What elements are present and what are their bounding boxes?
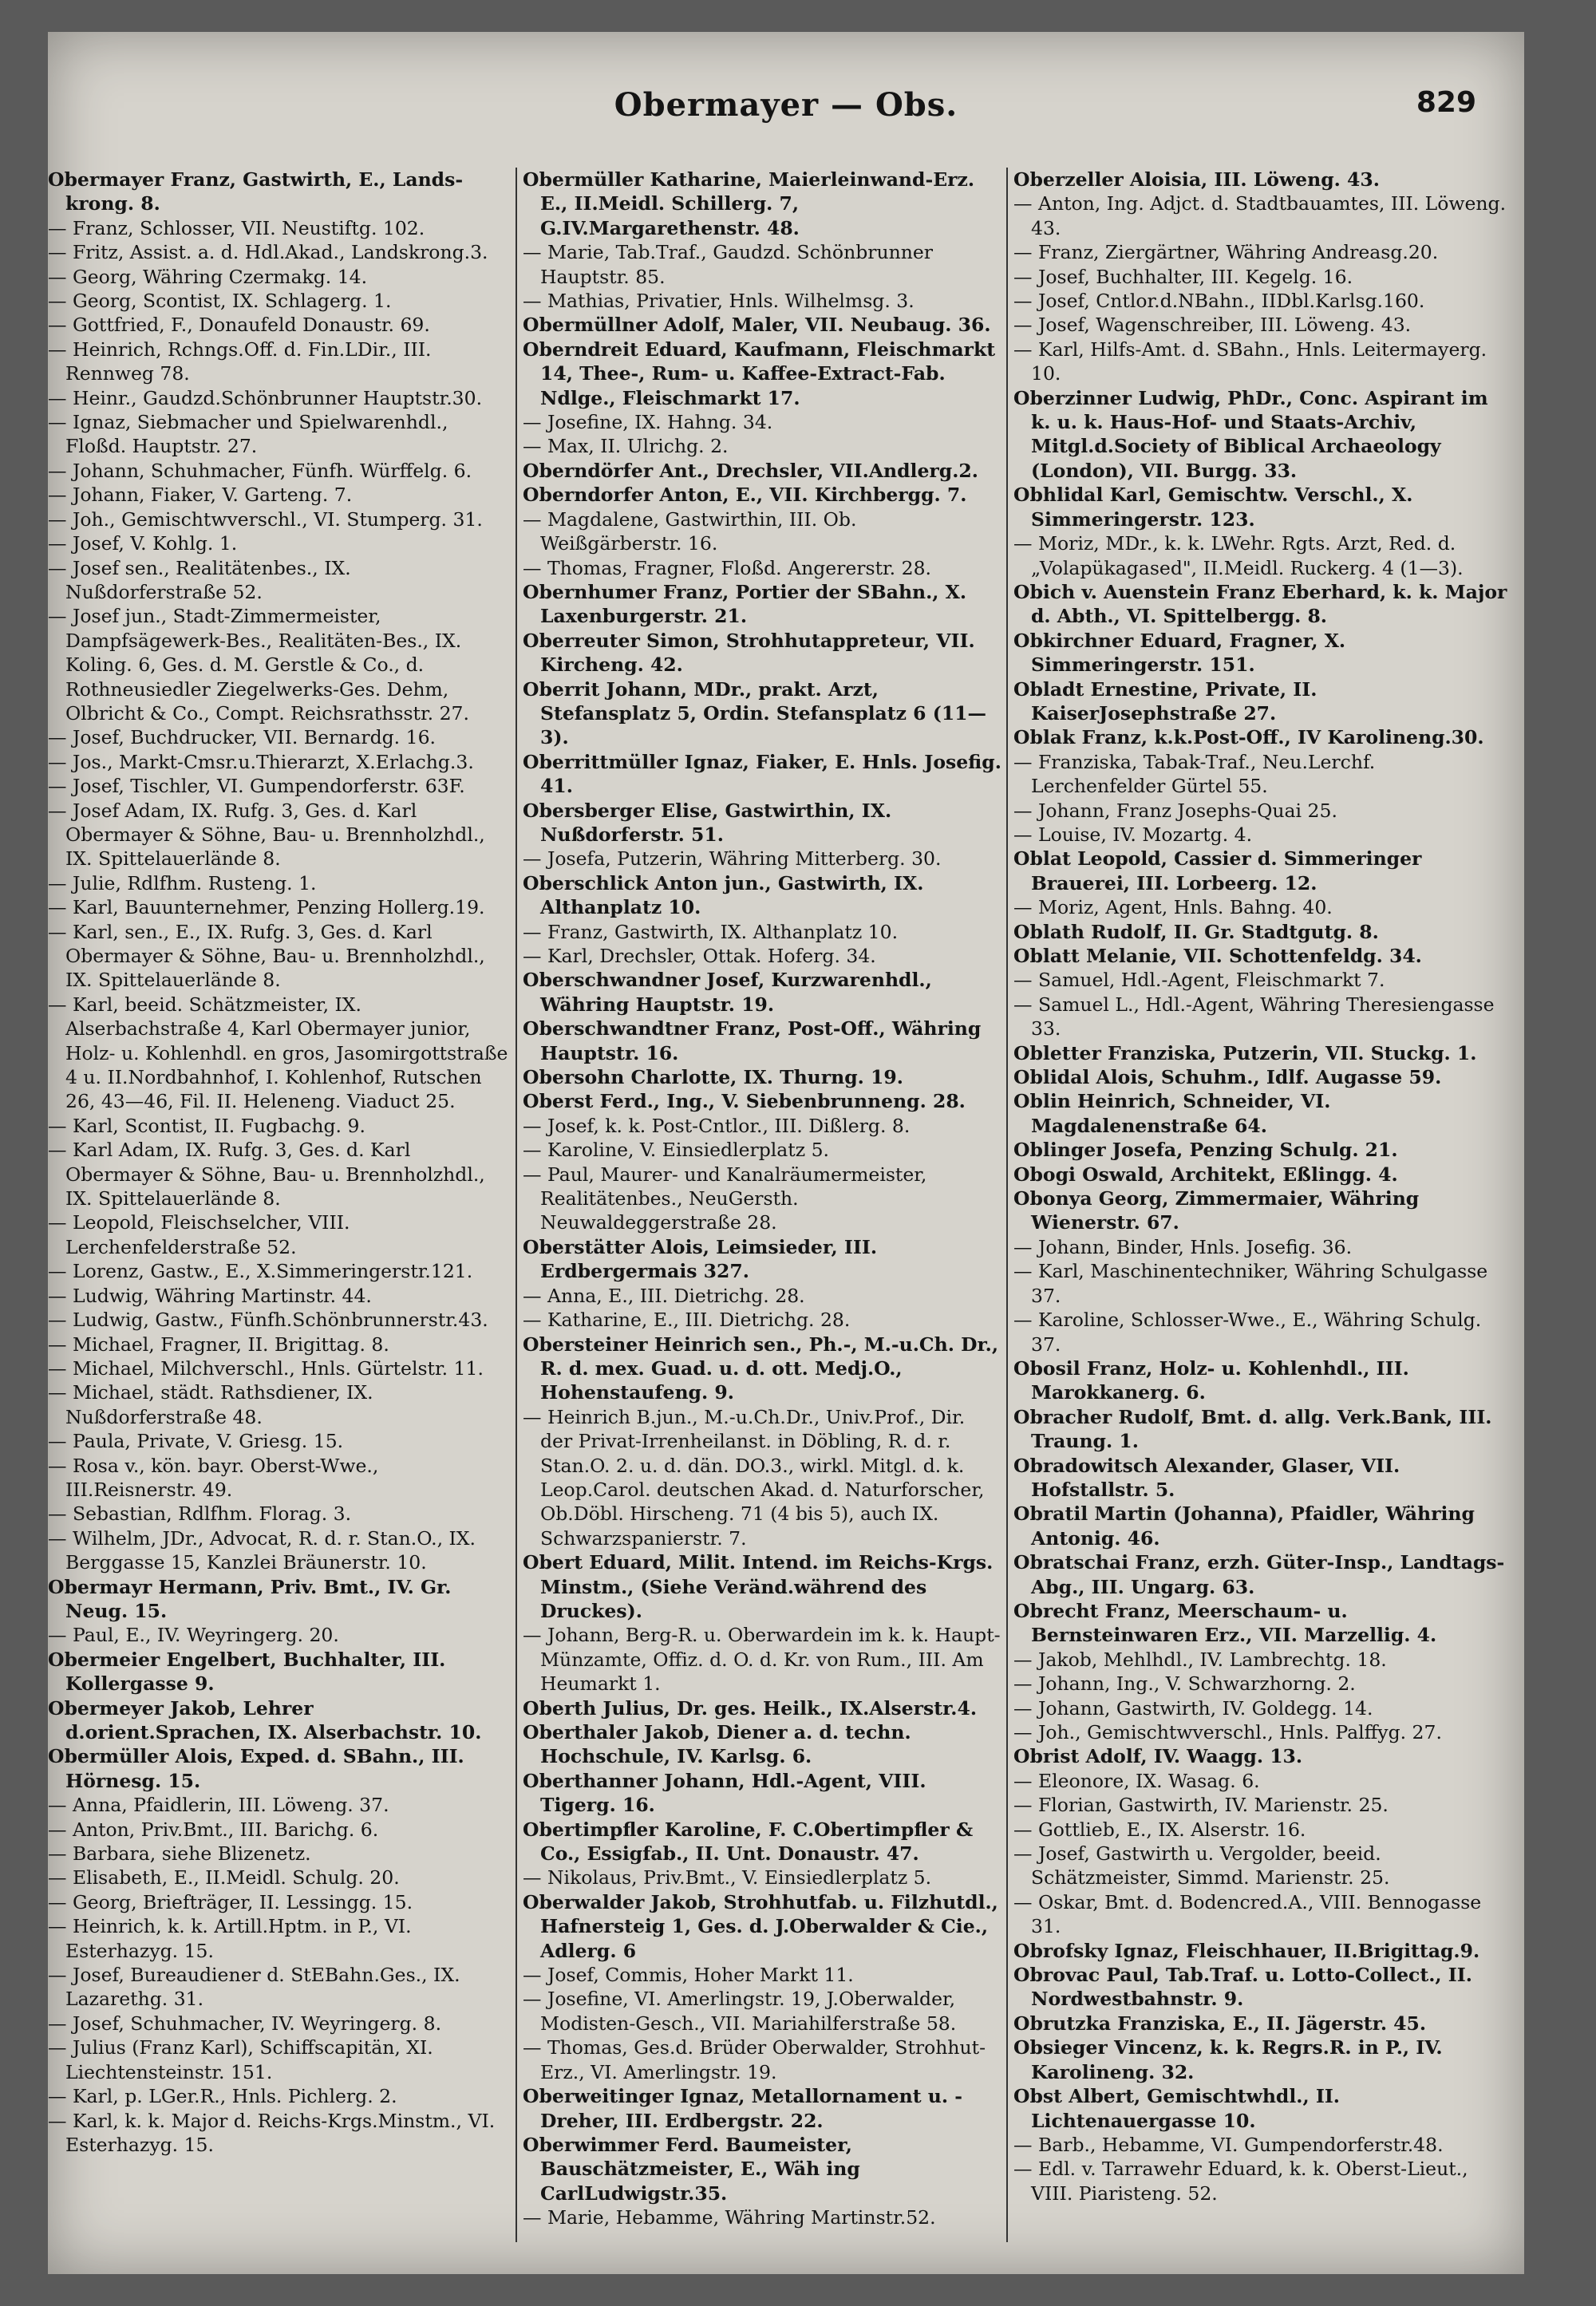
directory-entry: Oberwalder Jakob, Strohhutfab. u. Filzhutdl., Hafnersteig 1, Ges. d. J.Oberwalder & Cie., Adlerg. 6 bbox=[523, 1890, 998, 1962]
directory-entry: — Barbara, siehe Blizenetz. bbox=[48, 1842, 311, 1866]
directory-entry: Oberstätter Alois, Leimsieder, III. Erdbergermais 327. bbox=[523, 1235, 878, 1283]
directory-entry: — Paul, Maurer- und Kanalräumermeister, Realitätenbes., NeuGersth. Neuwaldeggerstraße 28. bbox=[523, 1163, 927, 1234]
directory-entry: — Julie, Rdlfhm. Rusteng. 1. bbox=[48, 871, 317, 894]
directory-entry: — Franz, Ziergärtner, Währing Andreasg.20. bbox=[1013, 241, 1439, 264]
directory-entry: Oblath Rudolf, II. Gr. Stadtgutg. 8. bbox=[1013, 920, 1379, 943]
directory-entry: — Josef, V. Kohlg. 1. bbox=[48, 532, 238, 555]
directory-entry: — Fritz, Assist. a. d. Hdl.Akad., Landskrong.3. bbox=[48, 241, 488, 264]
directory-entry: — Johann, Gastwirth, IV. Goldegg. 14. bbox=[1013, 1696, 1373, 1720]
directory-entry: Oberrit Johann, MDr., prakt. Arzt, Stefansplatz 5, Ordin. Stefansplatz 6 (11—3). bbox=[523, 677, 987, 749]
directory-entry: Oblinger Josefa, Penzing Schulg. 21. bbox=[1013, 1139, 1398, 1162]
directory-entry: — Karl, beeid. Schätzmeister, IX. Alserbachstraße 4, Karl Obermayer junior, Holz- u. Kohlenhdl. en gros, Jasomirgottstraße 4 u. II.Nordbahnhof, I. Kohlenhof, Rutschen 26, 43—46, Fil. II. Heleneng. Viaduct 25. bbox=[48, 993, 508, 1113]
directory-entry: — Edl. v. Tarrawehr Eduard, k. k. Oberst-Lieut., VIII. Piaristeng. 52. bbox=[1013, 2158, 1468, 2205]
directory-entry: Oberthanner Johann, Hdl.-Agent, VIII. Tigerg. 16. bbox=[523, 1769, 926, 1817]
directory-entry: — Heinrich, Rchngs.Off. d. Fin.LDir., III. Rennweg 78. bbox=[48, 338, 432, 385]
directory-entry: — Josef, Commis, Hoher Markt 11. bbox=[523, 1964, 854, 1987]
directory-entry: Obrovac Paul, Tab.Traf. u. Lotto-Collect., II. Nordwestbahnstr. 9. bbox=[1013, 1964, 1472, 2011]
directory-entry: Oberweitinger Ignaz, Metallornament u. -Dreher, III. Erdbergstr. 22. bbox=[523, 2085, 963, 2132]
directory-entry: — Josefine, VI. Amerlingstr. 19, J.Oberwalder, Modisten-Gesch., VII. Mariahilferstraße 58. bbox=[523, 1988, 957, 2035]
directory-entry: — Leopold, Fleischselcher, VIII. Lerchenfelderstraße 52. bbox=[48, 1211, 350, 1258]
directory-entry: Obersohn Charlotte, IX. Thurng. 19. bbox=[523, 1066, 903, 1089]
page-title: Obermayer — Obs. bbox=[614, 86, 958, 124]
directory-entry: — Samuel, Hdl.-Agent, Fleischmarkt 7. bbox=[1013, 969, 1385, 992]
directory-entry: — Marie, Hebamme, Währing Martinstr.52. bbox=[523, 2206, 936, 2229]
directory-entry: — Elisabeth, E., II.Meidl. Schulg. 20. bbox=[48, 1866, 400, 1889]
column-divider bbox=[1006, 168, 1008, 2242]
directory-entry: Oberrittmüller Ignaz, Fiaker, E. Hnls. Josefig. 41. bbox=[523, 750, 1001, 798]
directory-entry: Obst Albert, Gemischtwhdl., II. Lichtenauergasse 10. bbox=[1013, 2085, 1340, 2132]
directory-entry: — Karl, Drechsler, Ottak. Hoferg. 34. bbox=[523, 945, 876, 967]
page-number: 829 bbox=[1416, 86, 1476, 119]
directory-entry: — Georg, Briefträger, II. Lessingg. 15. bbox=[48, 1890, 413, 1913]
directory-entry: — Josef, Buchhalter, III. Kegelg. 16. bbox=[1013, 265, 1353, 288]
directory-entry: Obrutzka Franziska, E., II. Jägerstr. 45. bbox=[1013, 2012, 1427, 2035]
directory-entry: — Josef, Tischler, VI. Gumpendorferstr. 63F. bbox=[48, 775, 465, 798]
column-1 bbox=[48, 168, 511, 2242]
directory-entry: — Johann, Berg-R. u. Oberwardein im k. k. Haupt-Münzamte, Offiz. d. O. d. Kr. von Rum., III. Am Heumarkt 1. bbox=[523, 1624, 1001, 1696]
directory-entry: — Louise, IV. Mozartg. 4. bbox=[1013, 823, 1253, 846]
directory-entry: — Michael, Milchverschl., Hnls. Gürtelstr. 11. bbox=[48, 1356, 484, 1380]
directory-entry: — Eleonore, IX. Wasag. 6. bbox=[1013, 1769, 1260, 1792]
directory-entry: — Thomas, Fragner, Floßd. Angererstr. 28. bbox=[523, 556, 931, 579]
directory-entry: — Magdalene, Gastwirthin, III. Ob. Weißgärberstr. 16. bbox=[523, 507, 857, 555]
directory-entry: Oberzinner Ludwig, PhDr., Conc. Aspirant im k. u. k. Haus-Hof- und Staats-Archiv, Mitgl.d.Society of Biblical Archaeology (London), VII. Burgg. 33. bbox=[1013, 386, 1488, 482]
directory-entry: — Karl, Bauunternehmer, Penzing Hollerg.19. bbox=[48, 896, 485, 919]
directory-entry: Obletter Franziska, Putzerin, VII. Stuckg. 1. bbox=[1013, 1041, 1477, 1064]
directory-entry: — Josefine, IX. Hahng. 34. bbox=[523, 411, 773, 434]
column-2 bbox=[523, 168, 1001, 2242]
directory-entry: Obertimpfler Karoline, F. C.Obertimpfler & Co., Essigfab., II. Unt. Donaustr. 47. bbox=[523, 1818, 974, 1866]
directory-entry: Obkirchner Eduard, Fragner, X. Simmeringerstr. 151. bbox=[1013, 629, 1346, 677]
directory-entry: Oblatt Melanie, VII. Schottenfeldg. 34. bbox=[1013, 945, 1422, 967]
directory-entry: Obosil Franz, Holz- u. Kohlenhdl., III. Marokkanerg. 6. bbox=[1013, 1356, 1409, 1404]
page-header bbox=[48, 86, 1524, 142]
directory-entry: Oblak Franz, k.k.Post-Off., IV Karolineng.30. bbox=[1013, 726, 1484, 749]
directory-entry: Oberschlick Anton jun., Gastwirth, IX. Althanplatz 10. bbox=[523, 871, 924, 919]
directory-entry: Obrofsky Ignaz, Fleischhauer, II.Brigittag.9. bbox=[1013, 1939, 1480, 1962]
directory-entry: Obermeier Engelbert, Buchhalter, III. Kollergasse 9. bbox=[48, 1648, 446, 1696]
directory-entry: Oberndorfer Anton, E., VII. Kirchbergg. 7. bbox=[523, 484, 967, 507]
directory-entry: — Rosa v., kön. bayr. Oberst-Wwe., III.Reisnerstr. 49. bbox=[48, 1454, 379, 1501]
directory-entry: — Sebastian, Rdlfhm. Florag. 3. bbox=[48, 1502, 352, 1526]
directory-entry: Oberndörfer Ant., Drechsler, VII.Andlerg.2. bbox=[523, 459, 978, 482]
directory-entry: — Michael, städt. Rathsdiener, IX. Nußdorferstraße 48. bbox=[48, 1381, 373, 1428]
directory-entry: — Anna, Pfaidlerin, III. Löweng. 37. bbox=[48, 1794, 389, 1817]
directory-entry: — Moriz, Agent, Hnls. Bahng. 40. bbox=[1013, 896, 1333, 919]
directory-entry: — Karl, p. LGer.R., Hnls. Pichlerg. 2. bbox=[48, 2085, 397, 2108]
directory-entry: Oberndreit Eduard, Kaufmann, Fleischmarkt 14, Thee-, Rum- u. Kaffee-Extract-Fab. Ndlge., Fleischmarkt 17. bbox=[523, 338, 996, 409]
directory-entry: — Moriz, MDr., k. k. LWehr. Rgts. Arzt, Red. d. „Volapükagased", II.Meidl. Ruckerg. 4 (1—3). bbox=[1013, 532, 1464, 579]
directory-entry: — Franziska, Tabak-Traf., Neu.Lerchf. Lerchenfelder Gürtel 55. bbox=[1013, 750, 1376, 798]
directory-entry: Obogi Oswald, Architekt, Eßlingg. 4. bbox=[1013, 1163, 1398, 1186]
directory-entry: — Heinr., Gaudzd.Schönbrunner Hauptstr.30. bbox=[48, 386, 483, 409]
directory-entry: Obermeyer Jakob, Lehrer d.orient.Sprachen, IX. Alserbachstr. 10. bbox=[48, 1696, 482, 1743]
directory-entry: Obracher Rudolf, Bmt. d. allg. Verk.Bank, III. Traung. 1. bbox=[1013, 1405, 1492, 1453]
directory-entry: — Georg, Währing Czermakg. 14. bbox=[48, 265, 368, 288]
directory-entry: Oblidal Alois, Schuhm., Idlf. Augasse 59. bbox=[1013, 1066, 1442, 1089]
directory-entry: — Josef Adam, IX. Rufg. 3, Ges. d. Karl Obermayer & Söhne, Bau- u. Brennholzhdl., IX. Spittelauerlände 8. bbox=[48, 799, 485, 871]
directory-entry: Obich v. Auenstein Franz Eberhard, k. k. Major d. Abth., VI. Spittelbergg. 8. bbox=[1013, 580, 1507, 628]
directory-entry: Obradowitsch Alexander, Glaser, VII. Hofstallstr. 5. bbox=[1013, 1454, 1400, 1501]
directory-entry: — Josefa, Putzerin, Währing Mitterberg. 30. bbox=[523, 847, 942, 871]
directory-entry: Oberschwandner Josef, Kurzwarenhdl., Währing Hauptstr. 19. bbox=[523, 969, 932, 1016]
directory-entry: — Samuel L., Hdl.-Agent, Währing Theresiengasse 33. bbox=[1013, 993, 1495, 1040]
directory-entry: Obsieger Vincenz, k. k. Regrs.R. in P., IV. Karolineng. 32. bbox=[1013, 2036, 1443, 2083]
directory-entry: Obernhumer Franz, Portier der SBahn., X. Laxenburgerstr. 21. bbox=[523, 580, 967, 628]
directory-entry: — Karoline, Schlosser-Wwe., E., Währing Schulg. 37. bbox=[1013, 1309, 1482, 1356]
directory-entry: — Karl Adam, IX. Rufg. 3, Ges. d. Karl Obermayer & Söhne, Bau- u. Brennholzhdl., IX. Spittelauerlände 8. bbox=[48, 1139, 485, 1210]
directory-entry: Obersteiner Heinrich sen., Ph.-, M.-u.Ch. Dr., R. d. mex. Guad. u. d. ott. Medj.O., Hohenstaufeng. 9. bbox=[523, 1333, 999, 1404]
directory-entry: Obratil Martin (Johanna), Pfaidler, Währing Antonig. 46. bbox=[1013, 1502, 1475, 1550]
directory-entry: Obermayer Franz, Gastwirth, E., Lands-krong. 8. bbox=[48, 168, 464, 215]
directory-entry: Obhlidal Karl, Gemischtw. Verschl., X. Simmeringerstr. 123. bbox=[1013, 484, 1413, 531]
directory-entry: — Barb., Hebamme, VI. Gumpendorferstr.48. bbox=[1013, 2133, 1444, 2156]
directory-entry: — Karl, Scontist, II. Fugbachg. 9. bbox=[48, 1114, 365, 1137]
directory-entry: — Josef, Buchdrucker, VII. Bernardg. 16. bbox=[48, 726, 436, 749]
directory-entry: Obermayr Hermann, Priv. Bmt., IV. Gr. Neug. 15. bbox=[48, 1575, 452, 1622]
directory-entry: — Katharine, E., III. Dietrichg. 28. bbox=[523, 1309, 851, 1332]
directory-entry: — Franz, Gastwirth, IX. Althanplatz 10. bbox=[523, 920, 899, 943]
directory-entry: — Nikolaus, Priv.Bmt., V. Einsiedlerplatz 5. bbox=[523, 1866, 932, 1889]
directory-entry: — Ludwig, Währing Martinstr. 44. bbox=[48, 1284, 372, 1307]
column-3 bbox=[1013, 168, 1508, 2242]
directory-entry: Obonya Georg, Zimmermaier, Währing Wienerstr. 67. bbox=[1013, 1187, 1420, 1234]
directory-entry: Obermüller Katharine, Maierleinwand-Erz. E., II.Meidl. Schillerg. 7, G.IV.Margarethenstr. 48. bbox=[523, 168, 975, 239]
directory-entry: — Marie, Tab.Traf., Gaudzd. Schönbrunner Hauptstr. 85. bbox=[523, 241, 934, 288]
directory-entry: — Florian, Gastwirth, IV. Marienstr. 25. bbox=[1013, 1794, 1389, 1817]
directory-entry: — Jos., Markt-Cmsr.u.Thierarzt, X.Erlachg.3. bbox=[48, 750, 474, 773]
directory-entry: — Paul, E., IV. Weyringerg. 20. bbox=[48, 1624, 339, 1647]
directory-entry: — Josef, Wagenschreiber, III. Löweng. 43. bbox=[1013, 314, 1412, 337]
column-divider bbox=[516, 168, 517, 2242]
directory-entry: — Thomas, Ges.d. Brüder Oberwalder, Strohhut-Erz., VI. Amerlingstr. 19. bbox=[523, 2036, 986, 2083]
directory-entry: — Gottlieb, E., IX. Alserstr. 16. bbox=[1013, 1818, 1306, 1841]
directory-entry: Oberthaler Jakob, Diener a. d. techn. Hochschule, IV. Karlsg. 6. bbox=[523, 1721, 911, 1768]
directory-entry: — Georg, Scontist, IX. Schlagerg. 1. bbox=[48, 290, 392, 313]
directory-entry: Oblin Heinrich, Schneider, VI. Magdalenenstraße 64. bbox=[1013, 1090, 1331, 1137]
directory-entry: — Lorenz, Gastw., E., X.Simmeringerstr.121. bbox=[48, 1260, 473, 1283]
directory-entry: Obrist Adolf, IV. Waagg. 13. bbox=[1013, 1745, 1303, 1768]
directory-entry: — Josef, Gastwirth u. Vergolder, beeid. Schätzmeister, Simmd. Marienstr. 25. bbox=[1013, 1842, 1390, 1889]
directory-entry: — Jakob, Mehlhdl., IV. Lambrechtg. 18. bbox=[1013, 1648, 1387, 1671]
directory-entry: — Anna, E., III. Dietrichg. 28. bbox=[523, 1284, 805, 1307]
directory-entry: — Max, II. Ulrichg. 2. bbox=[523, 435, 729, 458]
directory-entry: Oberreuter Simon, Strohhutappreteur, VII. Kircheng. 42. bbox=[523, 629, 975, 677]
directory-entry: — Joh., Gemischtwverschl., VI. Stumperg. 31. bbox=[48, 507, 483, 531]
directory-entry: Obladt Ernestine, Private, II. KaiserJosephstraße 27. bbox=[1013, 677, 1317, 725]
directory-entry: Obert Eduard, Milit. Intend. im Reichs-Krgs. Minstm., (Siehe Veränd.während des Druckes). bbox=[523, 1551, 994, 1622]
directory-entry: — Josef, Bureaudiener d. StEBahn.Ges., IX. Lazarethg. 31. bbox=[48, 1964, 460, 2011]
directory-page bbox=[48, 32, 1524, 2274]
directory-entry: Obrecht Franz, Meerschaum- u. Bernsteinwaren Erz., VII. Marzellig. 4. bbox=[1013, 1599, 1437, 1647]
directory-entry: — Karl, sen., E., IX. Rufg. 3, Ges. d. Karl Obermayer & Söhne, Bau- u. Brennholzhdl., IX. Spittelauerlände 8. bbox=[48, 920, 485, 992]
directory-entry: — Ludwig, Gastw., Fünfh.Schönbrunnerstr.43. bbox=[48, 1309, 488, 1332]
directory-entry: — Josef, Cntlor.d.NBahn., IIDbl.Karlsg.160. bbox=[1013, 290, 1425, 313]
directory-entry: — Johann, Franz Josephs-Quai 25. bbox=[1013, 799, 1337, 822]
directory-entry: — Wilhelm, JDr., Advocat, R. d. r. Stan.O., IX. Berggasse 15, Kanzlei Bräunerstr. 10. bbox=[48, 1526, 476, 1574]
directory-entry: Obermüllner Adolf, Maler, VII. Neubaug. 36. bbox=[523, 314, 991, 337]
directory-entry: — Oskar, Bmt. d. Bodencred.A., VIII. Bennogasse 31. bbox=[1013, 1890, 1482, 1938]
directory-entry: — Heinrich, k. k. Artill.Hptm. in P., VI. Esterhazyg. 15. bbox=[48, 1915, 412, 1962]
directory-entry: — Paula, Private, V. Griesg. 15. bbox=[48, 1430, 344, 1453]
directory-entry: — Julius (Franz Karl), Schiffscapitän, XI. Liechtensteinstr. 151. bbox=[48, 2036, 433, 2083]
directory-entry: — Heinrich B.jun., M.-u.Ch.Dr., Univ.Prof., Dir. der Privat-Irrenheilanst. in Döbling, R. d. r. Stan.O. 2. u. d. dän. DO.3., wirkl. Mitgl. d. k. Leop.Carol. deutschen Akad. d. Naturforscher, Ob.Döbl. Hirscheng. 71 (4 bis 5), auch IX. Schwarzspanierstr. 7. bbox=[523, 1405, 985, 1550]
directory-entry: — Anton, Priv.Bmt., III. Barichg. 6. bbox=[48, 1818, 379, 1841]
directory-entry: — Ignaz, Siebmacher und Spielwarenhdl., Floßd. Hauptstr. 27. bbox=[48, 411, 448, 458]
directory-entry: Oberschwandtner Franz, Post-Off., Währing Hauptstr. 16. bbox=[523, 1017, 982, 1064]
directory-entry: — Josef sen., Realitätenbes., IX. Nußdorferstraße 52. bbox=[48, 556, 351, 603]
directory-entry: — Johann, Ing., V. Schwarzhorng. 2. bbox=[1013, 1672, 1356, 1696]
directory-entry: — Johann, Fiaker, V. Garteng. 7. bbox=[48, 484, 353, 507]
directory-entry: — Gottfried, F., Donaufeld Donaustr. 69. bbox=[48, 314, 430, 337]
directory-entry: — Mathias, Privatier, Hnls. Wilhelmsg. 3. bbox=[523, 290, 915, 313]
directory-entry: Oblat Leopold, Cassier d. Simmeringer Brauerei, III. Lorbeerg. 12. bbox=[1013, 847, 1422, 894]
directory-entry: — Anton, Ing. Adjct. d. Stadtbauamtes, III. Löweng. 43. bbox=[1013, 192, 1507, 239]
directory-entry: — Karl, k. k. Major d. Reichs-Krgs.Minstm., VI. Esterhazyg. 15. bbox=[48, 2109, 496, 2156]
directory-entry: — Michael, Fragner, II. Brigittag. 8. bbox=[48, 1333, 389, 1356]
directory-entry: — Karoline, V. Einsiedlerplatz 5. bbox=[523, 1139, 830, 1162]
directory-entry: — Johann, Binder, Hnls. Josefig. 36. bbox=[1013, 1235, 1353, 1258]
directory-entry: — Karl, Maschinentechniker, Währing Schulgasse 37. bbox=[1013, 1260, 1488, 1307]
directory-entry: Obermüller Alois, Exped. d. SBahn., III. Hörnesg. 15. bbox=[48, 1745, 464, 1792]
directory-entry: Oberwimmer Ferd. Baumeister, Bauschätzmeister, E., Wäh ing CarlLudwigstr.35. bbox=[523, 2133, 860, 2205]
directory-entry: Obratschai Franz, erzh. Güter-Insp., Landtags-Abg., III. Ungarg. 63. bbox=[1013, 1551, 1505, 1598]
directory-entry: — Franz, Schlosser, VII. Neustiftg. 102. bbox=[48, 216, 425, 239]
directory-entry: — Josef jun., Stadt-Zimmermeister, Dampfsägewerk-Bes., Realitäten-Bes., IX. Koling. 6, Ges. d. M. Gerstle & Co., d. Rothneusiedler Ziegelwerks-Ges. Dehm, Olbricht & Co., Compt. Reichsrathsstr. 27. bbox=[48, 605, 469, 725]
directory-entry: — Josef, Schuhmacher, IV. Weyringerg. 8. bbox=[48, 2012, 442, 2035]
directory-entry: — Johann, Schuhmacher, Fünfh. Würffelg. 6. bbox=[48, 459, 472, 482]
directory-entry: Oberzeller Aloisia, III. Löweng. 43. bbox=[1013, 168, 1380, 191]
directory-entry: Oberst Ferd., Ing., V. Siebenbrunneng. 28. bbox=[523, 1090, 966, 1113]
directory-entry: Obersberger Elise, Gastwirthin, IX. Nußdorferstr. 51. bbox=[523, 799, 892, 846]
directory-entry: — Josef, k. k. Post-Cntlor., III. Dißlerg. 8. bbox=[523, 1114, 911, 1137]
directory-entry: — Joh., Gemischtwverschl., Hnls. Palffyg. 27. bbox=[1013, 1721, 1442, 1743]
directory-entry: Oberth Julius, Dr. ges. Heilk., IX.Alserstr.4. bbox=[523, 1696, 978, 1720]
directory-entry: — Karl, Hilfs-Amt. d. SBahn., Hnls. Leitermayerg. 10. bbox=[1013, 338, 1487, 385]
